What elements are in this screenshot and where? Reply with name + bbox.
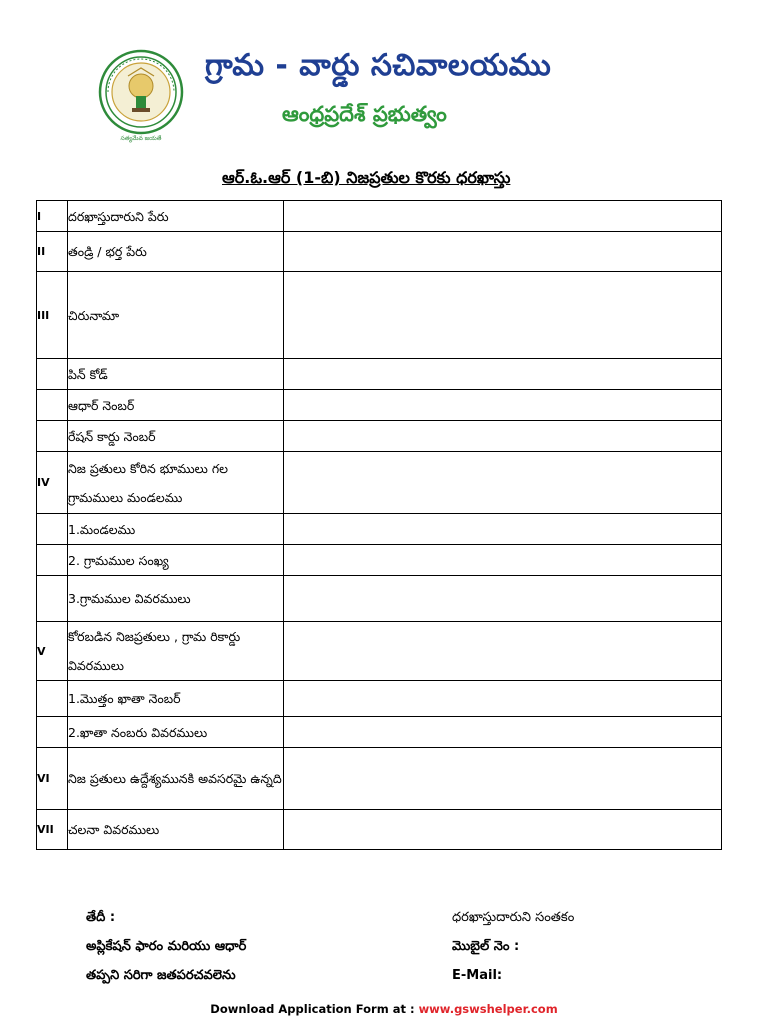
row-number	[37, 717, 68, 748]
row-value-field[interactable]	[284, 421, 722, 452]
row-label: 2. గ్రామముల సంఖ్య	[68, 545, 284, 576]
form-row	[37, 272, 722, 359]
form-row	[37, 359, 722, 390]
form-row	[37, 421, 722, 452]
form-row	[37, 622, 722, 681]
row-value-field[interactable]	[284, 622, 722, 681]
row-label: పిన్ కోడ్	[68, 359, 284, 390]
form-row	[37, 545, 722, 576]
row-number: III	[37, 272, 68, 359]
form-row	[37, 681, 722, 717]
row-number	[37, 390, 68, 421]
row-value-field[interactable]	[284, 452, 722, 514]
download-site-link[interactable]: www.gswshelper.com	[418, 1002, 558, 1016]
email-label: E-Mail:	[452, 968, 503, 983]
attach-note-line1: అప్లికేషన్ ఫారం మరియు ఆధార్	[86, 939, 247, 954]
row-value-field[interactable]	[284, 717, 722, 748]
row-label: నిజ ప్రతులు ఉద్దేశ్యమునకి అవసరమై ఉన్నది	[68, 748, 284, 810]
row-number	[37, 576, 68, 622]
row-label: తండ్రి / భర్త పేరు	[68, 232, 284, 272]
header-title: గ్రామ - వార్డు సచివాలయము	[205, 48, 552, 83]
row-number: VII	[37, 810, 68, 850]
header-subtitle: ఆంధ్రప్రదేశ్ ప్రభుత్వం	[282, 102, 447, 126]
form-title: ఆర్.ఓ.ఆర్ (1-బి) నిజప్రతుల కొరకు ధరఖాస్తు	[222, 168, 511, 187]
form-row	[37, 748, 722, 810]
form-row	[37, 576, 722, 622]
row-number: I	[37, 201, 68, 232]
attach-note-line2: తప్పని సరిగా జతపరచవలెను	[86, 968, 236, 983]
row-label: దరఖాస్తుదారుని పేరు	[68, 201, 284, 232]
row-value-field[interactable]	[284, 201, 722, 232]
mobile-label: మొబైల్ నెం :	[452, 939, 520, 954]
date-label: తేదీ :	[86, 910, 116, 925]
row-label: కోరబడిన నిజప్రతులు , గ్రామ రికార్డు వివరములు	[68, 622, 284, 681]
row-number	[37, 545, 68, 576]
form-row	[37, 390, 722, 421]
download-prefix: Download Application Form at :	[210, 1002, 419, 1016]
row-number: VI	[37, 748, 68, 810]
row-number	[37, 421, 68, 452]
row-label: చిరునామా	[68, 272, 284, 359]
form-row	[37, 201, 722, 232]
row-value-field[interactable]	[284, 272, 722, 359]
form-row	[37, 514, 722, 545]
form-row	[37, 452, 722, 514]
ap-government-emblem	[98, 48, 184, 144]
download-note	[0, 1002, 768, 1016]
row-value-field[interactable]	[284, 514, 722, 545]
row-value-field[interactable]	[284, 576, 722, 622]
row-value-field[interactable]	[284, 390, 722, 421]
row-number	[37, 514, 68, 545]
row-label: రేషన్ కార్డు నెంబర్	[68, 421, 284, 452]
row-label: 2.ఖాతా నంబరు వివరములు	[68, 717, 284, 748]
row-value-field[interactable]	[284, 748, 722, 810]
row-label: చలనా వివరములు	[68, 810, 284, 850]
row-label: 1.మొత్తం ఖాతా నెంబర్	[68, 681, 284, 717]
row-value-field[interactable]	[284, 232, 722, 272]
row-number	[37, 681, 68, 717]
row-label: ఆధార్ నెంబర్	[68, 390, 284, 421]
row-number	[37, 359, 68, 390]
svg-text:సత్యమేవ జయతే: సత్యమేవ జయతే	[120, 135, 162, 142]
application-form-table	[36, 200, 722, 850]
signature-label: ధరఖాస్తుదారుని సంతకం	[452, 910, 575, 925]
row-value-field[interactable]	[284, 545, 722, 576]
row-label: నిజ ప్రతులు కోరిన భూములు గల గ్రామములు మండలము	[68, 452, 284, 514]
row-value-field[interactable]	[284, 681, 722, 717]
row-value-field[interactable]	[284, 810, 722, 850]
row-label: 3.గ్రామముల వివరములు	[68, 576, 284, 622]
row-value-field[interactable]	[284, 359, 722, 390]
row-number: IV	[37, 452, 68, 514]
form-row	[37, 810, 722, 850]
row-label: 1.మండలము	[68, 514, 284, 545]
row-number: II	[37, 232, 68, 272]
form-row	[37, 232, 722, 272]
row-number: V	[37, 622, 68, 681]
form-row	[37, 717, 722, 748]
